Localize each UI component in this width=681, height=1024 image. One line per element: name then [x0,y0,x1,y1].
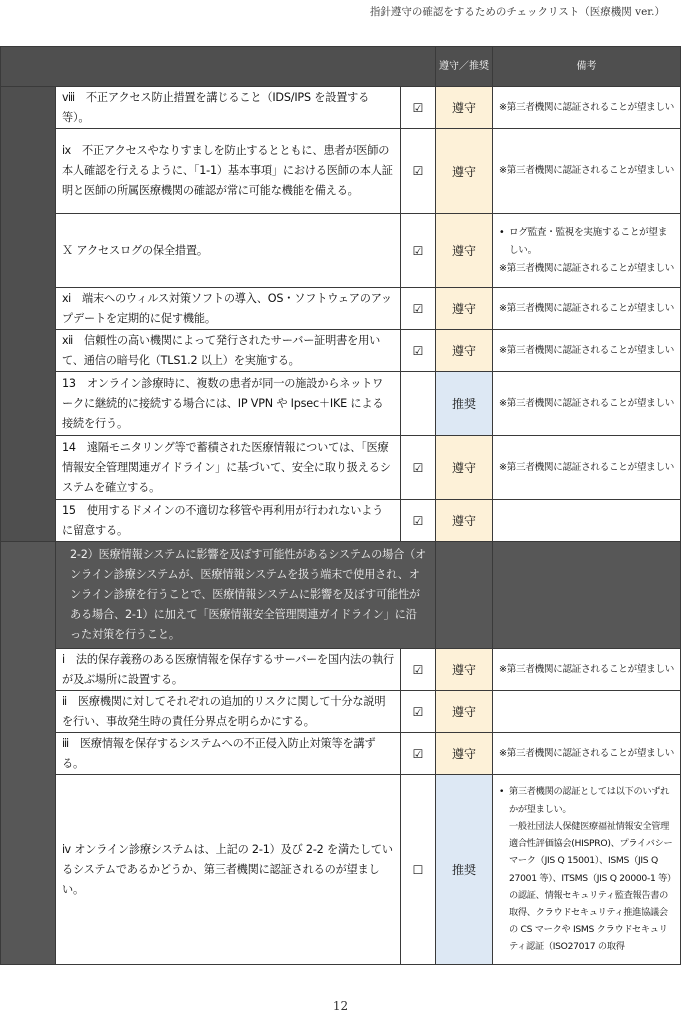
table-row [1,214,681,288]
status-cell: 遵守 [436,87,493,129]
requirement-text: ⅰ 法的保存義務のある医療情報を保存するサーバーを国内法の執行が及ぶ場所に設置する。 [56,649,401,691]
table-row [1,87,681,129]
checkbox[interactable]: ☑ [401,500,436,542]
remarks-cell: ※第三者機関に認証されることが望ましい [493,436,681,500]
status-cell: 遵守 [436,330,493,372]
category-cell [1,542,56,965]
table-header-row [1,47,681,87]
remarks-bullet: • 第三者機関の認証としては以下のいずれかが望ましい。 [499,783,676,817]
status-cell: 遵守 [436,500,493,542]
table-row [1,649,681,691]
checkbox[interactable]: ☑ [401,733,436,775]
requirement-text: ⅷ 不正アクセス防止措置を講じること（IDS/IPS を設置する等）。 [56,87,401,129]
remarks-cell [493,775,681,965]
remarks-cell: ※第三者機関に認証されることが望ましい [493,372,681,436]
remarks-cell [493,500,681,542]
checkbox[interactable]: ☑ [401,87,436,129]
remarks-column-header: 備考 [493,47,681,87]
checkbox[interactable]: ☑ [401,129,436,214]
status-cell: 遵守 [436,649,493,691]
status-cell: 遵守 [436,733,493,775]
remarks-cell [493,691,681,733]
table-row [1,691,681,733]
remarks-bullet: • ログ監査・監視を実施することが望ましい。 [499,224,676,260]
table-row [1,436,681,500]
table-row [1,775,681,965]
checkbox[interactable] [401,372,436,436]
remarks-cell [493,214,681,288]
requirement-text: 14 遠隔モニタリング等で蓄積された医療情報については、「医療情報安全管理関連ガイドライン」に基づいて、安全に取り扱えるシステムを確立する。 [56,436,401,500]
section-blank-cell [436,542,493,649]
status-cell: 遵守 [436,214,493,288]
requirement-text: 13 オンライン診療時に、複数の患者が同一の施設からネットワークに継続的に接続する場合には、IP VPN や Ipsec＋IKE による接続を行う。 [56,372,401,436]
page-number: 12 [332,999,349,1013]
status-cell: 推奨 [436,775,493,965]
status-cell: 遵守 [436,129,493,214]
requirement-text: ⅱ 医療機関に対してそれぞれの追加的リスクに関して十分な説明を行い、事故発生時の責任分界点を明らかにする。 [56,691,401,733]
status-cell: 遵守 [436,691,493,733]
remarks-cell: ※第三者機関に認証されることが望ましい [493,330,681,372]
table-row [1,372,681,436]
checkbox[interactable]: ☑ [401,436,436,500]
status-cell: 推奨 [436,372,493,436]
remarks-cell: ※第三者機関に認証されることが望ましい [493,129,681,214]
category-cell [1,87,56,542]
status-column-header: 遵守／推奨 [436,47,493,87]
checkbox[interactable]: ☑ [401,330,436,372]
checkbox[interactable]: ☑ [401,649,436,691]
table-row [1,288,681,330]
remarks-cell: ※第三者機関に認証されることが望ましい [493,733,681,775]
requirement-text: ⅺ 端末へのウィルス対策ソフトの導入、OS・ソフトウェアのアップデートを定期的に促す機能。 [56,288,401,330]
remarks-cell: ※第三者機関に認証されることが望ましい [493,87,681,129]
checklist-table [0,46,681,965]
section-blank-cell [493,542,681,649]
checkbox[interactable]: ☑ [401,214,436,288]
table-row [1,129,681,214]
checkbox[interactable]: ☑ [401,691,436,733]
table-row [1,500,681,542]
certification-list: 一般社団法人保健医療福祉情報安全管理適合性評価協会(HISPRO)、プライバシーマーク（JIS Q 15001）、ISMS（JIS Q 27001 等）、ITSMS（JIS Q 20000-1 等）の認証、情報セキュリティ監査報告書の取得、クラウドセキュリティ推進協議会の CS マークや ISMS クラウドセキュリティ認証（ISO27017 の取得 [509,820,676,953]
requirement-text: Ｘ アクセスログの保全措置。 [56,214,401,288]
requirement-text: 15 使用するドメインの不適切な移管や再利用が行われないように留意する。 [56,500,401,542]
requirement-text: ⅸ 不正アクセスやなりすましを防止するとともに、患者が医師の本人確認を行えるように、「1-1）基本事項」における医師の本人証明と医師の所属医療機関の確認が常に可能な機能を備える。 [56,129,401,214]
status-cell: 遵守 [436,436,493,500]
checkbox[interactable]: ☑ [401,288,436,330]
page-header: 指針遵守の確認をするためのチェックリスト（医療機関 ver.） [369,6,665,18]
table-row [1,733,681,775]
remarks-note: ※第三者機関に認証されることが望ましい [499,262,675,274]
remarks-cell: ※第三者機関に認証されることが望ましい [493,288,681,330]
requirement-text: ⅻ 信頼性の高い機関によって発行されたサーバー証明書を用いて、通信の暗号化（TLS1.2 以上）を実施する。 [56,330,401,372]
status-cell: 遵守 [436,288,493,330]
requirement-text: ⅲ 医療情報を保存するシステムへの不正侵入防止対策等を講ずる。 [56,733,401,775]
section-heading: 2-2）医療情報システムに影響を及ぼす可能性があるシステムの場合（オンライン診療システムが、医療情報システムを扱う端末で使用され、オンライン診療を行うことで、医療情報システムに影響を及ぼす可能性がある場合、2-1）に加えて「医療情報安全管理関連ガイドライン」に沿った対策を行うこと。 [56,542,436,649]
remarks-cell: ※第三者機関に認証されることが望ましい [493,649,681,691]
requirement-text: ⅳ オンライン診療システムは、上記の 2-1）及び 2-2 を満たしているシステムであるかどうか、第三者機関に認証されるのが望ましい。 [56,775,401,965]
table-row [1,330,681,372]
checkbox[interactable]: ☐ [401,775,436,965]
section-row [1,542,681,649]
header-blank-cell [1,47,436,87]
